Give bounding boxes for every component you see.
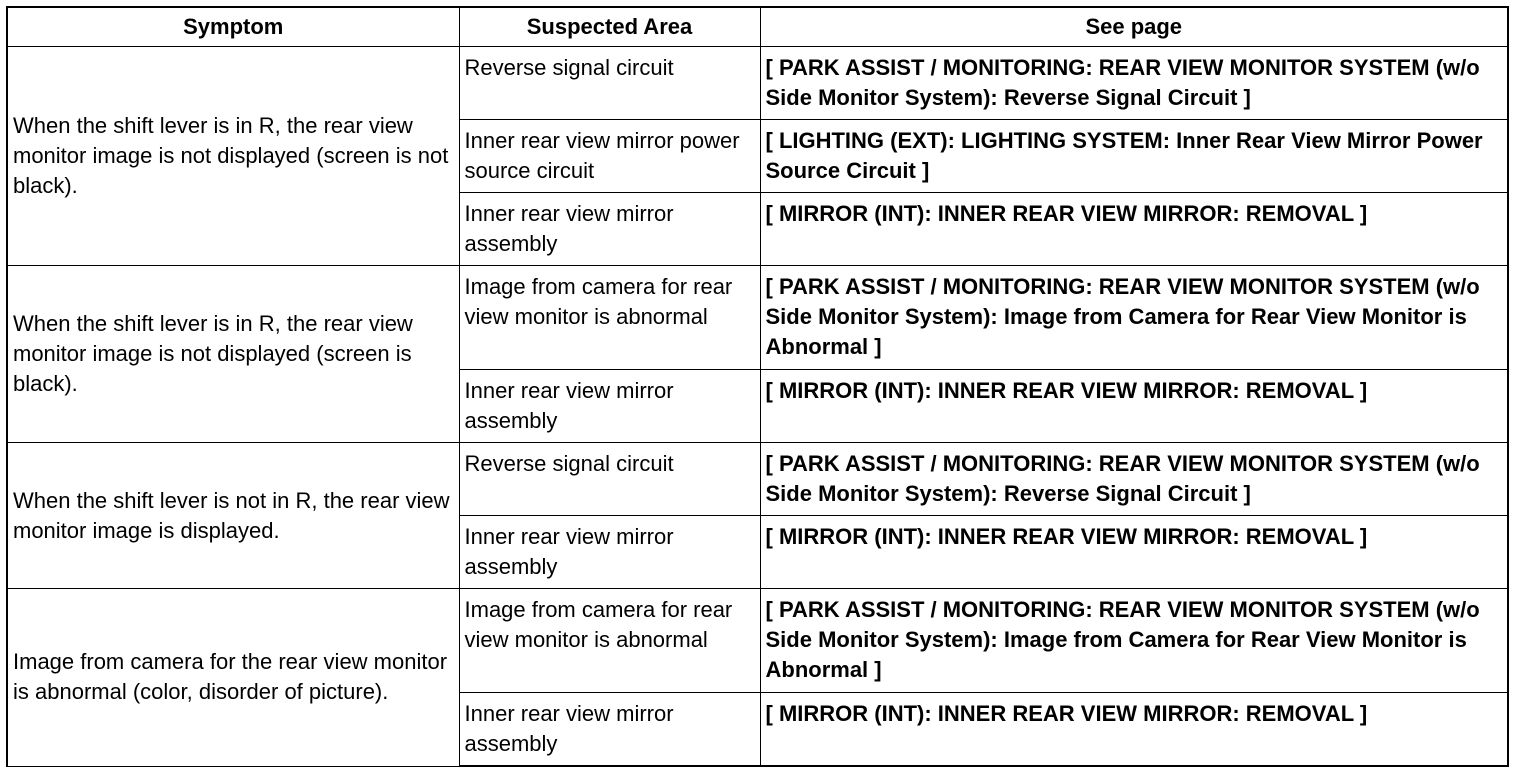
suspected-area-cell: Inner rear view mirror assembly bbox=[459, 693, 760, 767]
problem-symptoms-table bbox=[6, 6, 1509, 767]
suspected-area-cell: Inner rear view mirror power source circuit bbox=[459, 120, 760, 193]
see-page-link[interactable]: [ LIGHTING (EXT): LIGHTING SYSTEM: Inner Rear View Mirror Power Source Circuit ] bbox=[760, 120, 1508, 193]
symptom-cell: When the shift lever is in R, the rear view monitor image is not displayed (screen is not black). bbox=[7, 47, 459, 266]
table-row bbox=[7, 443, 1508, 516]
suspected-area-cell: Image from camera for rear view monitor is abnormal bbox=[459, 589, 760, 693]
suspected-area-cell: Reverse signal circuit bbox=[459, 443, 760, 516]
symptom-cell: Image from camera for the rear view monitor is abnormal (color, disorder of picture). bbox=[7, 589, 459, 767]
see-page-link[interactable]: [ PARK ASSIST / MONITORING: REAR VIEW MONITOR SYSTEM (w/o Side Monitor System): Image from Camera for Rear View Monitor is Abnormal ] bbox=[760, 589, 1508, 693]
symptom-cell: When the shift lever is not in R, the rear view monitor image is displayed. bbox=[7, 443, 459, 589]
see-page-link[interactable]: [ PARK ASSIST / MONITORING: REAR VIEW MONITOR SYSTEM (w/o Side Monitor System): Reverse Signal Circuit ] bbox=[760, 47, 1508, 120]
header-row bbox=[7, 7, 1508, 47]
see-page-link[interactable]: [ PARK ASSIST / MONITORING: REAR VIEW MONITOR SYSTEM (w/o Side Monitor System): Image from Camera for Rear View Monitor is Abnormal ] bbox=[760, 266, 1508, 370]
suspected-area-cell: Reverse signal circuit bbox=[459, 47, 760, 120]
suspected-area-cell: Inner rear view mirror assembly bbox=[459, 193, 760, 266]
see-page-link[interactable]: [ PARK ASSIST / MONITORING: REAR VIEW MONITOR SYSTEM (w/o Side Monitor System): Reverse Signal Circuit ] bbox=[760, 443, 1508, 516]
table-row bbox=[7, 47, 1508, 120]
see-page-link[interactable]: [ MIRROR (INT): INNER REAR VIEW MIRROR: REMOVAL ] bbox=[760, 370, 1508, 443]
table-row bbox=[7, 266, 1508, 370]
header-suspected-area: Suspected Area bbox=[459, 7, 760, 47]
suspected-area-cell: Inner rear view mirror assembly bbox=[459, 516, 760, 589]
see-page-link[interactable]: [ MIRROR (INT): INNER REAR VIEW MIRROR: REMOVAL ] bbox=[760, 516, 1508, 589]
see-page-link[interactable]: [ MIRROR (INT): INNER REAR VIEW MIRROR: REMOVAL ] bbox=[760, 693, 1508, 767]
table-row bbox=[7, 589, 1508, 693]
suspected-area-cell: Inner rear view mirror assembly bbox=[459, 370, 760, 443]
header-symptom: Symptom bbox=[7, 7, 459, 47]
symptom-cell: When the shift lever is in R, the rear view monitor image is not displayed (screen is black). bbox=[7, 266, 459, 443]
see-page-link[interactable]: [ MIRROR (INT): INNER REAR VIEW MIRROR: REMOVAL ] bbox=[760, 193, 1508, 266]
header-see-page: See page bbox=[760, 7, 1508, 47]
suspected-area-cell: Image from camera for rear view monitor is abnormal bbox=[459, 266, 760, 370]
